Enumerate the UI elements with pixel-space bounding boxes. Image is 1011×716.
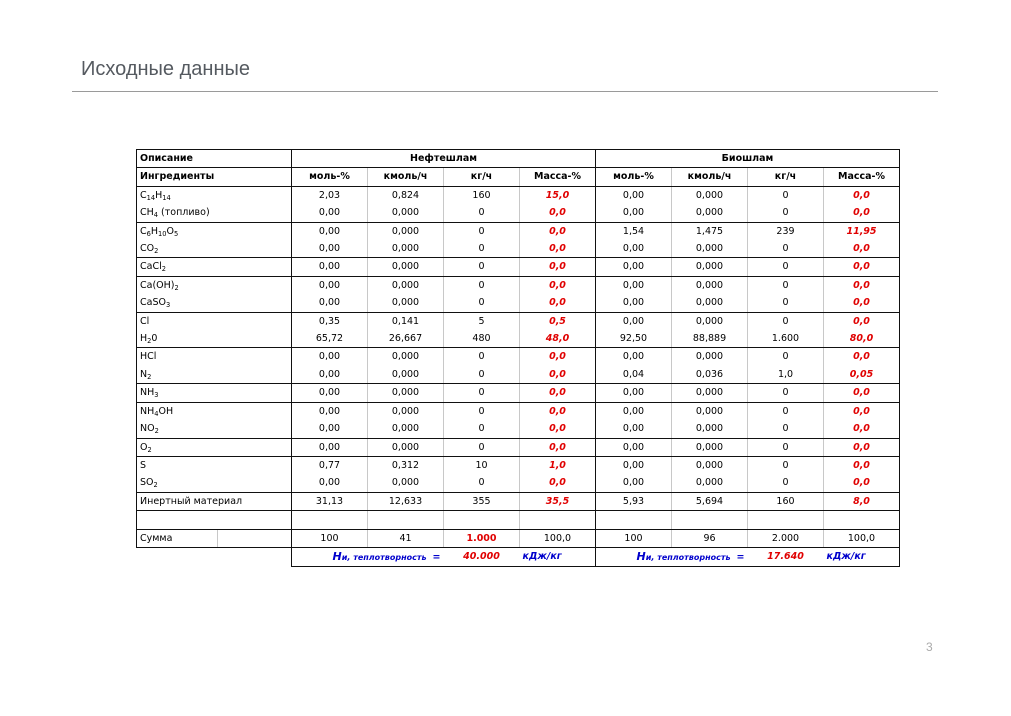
ingredient-name: $SO_2$ <box>137 474 292 492</box>
value-cell: 0 <box>444 222 520 240</box>
value-cell: 0 <box>444 438 520 456</box>
value-cell: 0,00 <box>596 312 672 330</box>
table-row <box>137 222 900 240</box>
value-cell: 1,475 <box>672 222 748 240</box>
spacer-cell <box>748 511 824 529</box>
col-header-mass-pct: Масса-% <box>824 168 900 186</box>
value-cell: 0,00 <box>596 384 672 402</box>
source-data-table <box>136 149 900 567</box>
value-cell: 0,0 <box>824 474 900 492</box>
value-cell: 0,0 <box>824 294 900 312</box>
ingredient-name: $Ca(OH)_2$ <box>137 276 292 294</box>
ingredients-header: Ингредиенты <box>137 168 292 186</box>
value-cell: 0 <box>748 240 824 258</box>
value-cell: 0,00 <box>292 204 368 222</box>
value-cell: 0 <box>444 384 520 402</box>
value-cell: 0,0 <box>824 438 900 456</box>
table-row <box>137 456 900 474</box>
value-cell: 0,000 <box>368 474 444 492</box>
value-cell: 0,0 <box>520 222 596 240</box>
col-header-mass-pct: Масса-% <box>520 168 596 186</box>
page-title: Исходные данные <box>81 58 250 80</box>
value-cell: 0,000 <box>368 294 444 312</box>
value-cell: 0,00 <box>292 294 368 312</box>
value-cell: 0,000 <box>672 294 748 312</box>
table-row <box>137 474 900 492</box>
value-cell: 0,77 <box>292 456 368 474</box>
source-data-table-wrap <box>136 149 900 567</box>
value-cell: 355 <box>444 492 520 510</box>
value-cell: 0 <box>748 402 824 420</box>
value-cell: 0 <box>748 258 824 276</box>
heat-value: 17.640 <box>748 547 824 566</box>
table-row <box>137 312 900 330</box>
value-cell: 0,00 <box>596 186 672 204</box>
value-cell: 239 <box>748 222 824 240</box>
value-cell: 0,0 <box>824 312 900 330</box>
value-cell: 0 <box>748 384 824 402</box>
value-cell: 0,00 <box>596 240 672 258</box>
value-cell: 1.600 <box>748 330 824 348</box>
col-header-mol-pct: моль-% <box>292 168 368 186</box>
value-cell: 0,000 <box>672 402 748 420</box>
group2-header: Биошлам <box>596 150 900 168</box>
value-cell: 0,000 <box>672 204 748 222</box>
value-cell: 0,000 <box>368 348 444 366</box>
sum-cell: 2.000 <box>748 529 824 547</box>
value-cell: 0,0 <box>520 240 596 258</box>
value-cell: 0,04 <box>596 366 672 384</box>
sum-cell: 100 <box>596 529 672 547</box>
ingredient-name: $NO_2$ <box>137 420 292 438</box>
value-cell: 0,0 <box>824 348 900 366</box>
ingredient-name: $O_2$ <box>137 438 292 456</box>
value-cell: 0,0 <box>520 474 596 492</box>
value-cell: 0 <box>444 402 520 420</box>
value-cell: 0 <box>748 474 824 492</box>
value-cell: 0,000 <box>368 276 444 294</box>
table-row <box>137 240 900 258</box>
value-cell: 0,000 <box>368 402 444 420</box>
value-cell: 0 <box>748 186 824 204</box>
value-cell: 1,0 <box>748 366 824 384</box>
value-cell: 0,00 <box>292 474 368 492</box>
ingredient-name: $C_{14}H_{14}$ <box>137 186 292 204</box>
value-cell: 0,000 <box>672 258 748 276</box>
value-cell: 0 <box>444 276 520 294</box>
group1-header: Нефтешлам <box>292 150 596 168</box>
value-cell: 48,0 <box>520 330 596 348</box>
value-cell: 0,0 <box>520 402 596 420</box>
table-row <box>137 276 900 294</box>
heat-equals: = <box>736 551 745 563</box>
table-row <box>137 420 900 438</box>
value-cell: 0 <box>748 438 824 456</box>
value-cell: 88,889 <box>672 330 748 348</box>
heat-unit: кДж/кг <box>824 547 900 566</box>
sum-row <box>137 529 900 547</box>
heat-value-row <box>137 547 900 566</box>
value-cell: 0,0 <box>520 384 596 402</box>
ingredient-name: CaCl$_2$ <box>137 258 292 276</box>
col-header-kg-h: кг/ч <box>748 168 824 186</box>
value-cell: 0,00 <box>292 276 368 294</box>
value-cell: 0,00 <box>292 384 368 402</box>
table-row <box>137 438 900 456</box>
value-cell: 0,0 <box>520 258 596 276</box>
value-cell: 0,00 <box>596 438 672 456</box>
value-cell: 10 <box>444 456 520 474</box>
value-cell: 0,00 <box>292 420 368 438</box>
value-cell: 0 <box>444 294 520 312</box>
value-cell: 160 <box>444 186 520 204</box>
ingredient-name: Cl <box>137 312 292 330</box>
value-cell: 0,0 <box>824 384 900 402</box>
value-cell: 0,0 <box>824 276 900 294</box>
value-cell: 0,0 <box>824 402 900 420</box>
value-cell: 0,0 <box>824 186 900 204</box>
table-row <box>137 348 900 366</box>
spacer-cell <box>368 511 444 529</box>
value-cell: 12,633 <box>368 492 444 510</box>
value-cell: 31,13 <box>292 492 368 510</box>
table-row <box>137 366 900 384</box>
heat-label <box>596 547 748 566</box>
value-cell: 0,000 <box>672 312 748 330</box>
value-cell: 0,000 <box>672 186 748 204</box>
value-cell: 0,0 <box>520 276 596 294</box>
value-cell: 0 <box>444 240 520 258</box>
value-cell: 0,000 <box>672 474 748 492</box>
value-cell: 0,00 <box>596 348 672 366</box>
value-cell: 0 <box>444 420 520 438</box>
heat-equals: = <box>432 551 441 563</box>
value-cell: 0,000 <box>368 222 444 240</box>
header-row-columns <box>137 168 900 186</box>
value-cell: 0,05 <box>824 366 900 384</box>
ingredient-name: $C_6H_{10}O_5$ <box>137 222 292 240</box>
value-cell: 0,0 <box>520 348 596 366</box>
ingredient-name: $H_20$ <box>137 330 292 348</box>
value-cell: 0,0 <box>824 240 900 258</box>
heat-caption: и, теплотворность <box>341 552 427 562</box>
heat-symbol: H <box>636 549 646 563</box>
value-cell: 0 <box>748 294 824 312</box>
value-cell: 0 <box>748 348 824 366</box>
value-cell: 0,0 <box>824 420 900 438</box>
value-cell: 0,00 <box>596 258 672 276</box>
value-cell: 0 <box>444 474 520 492</box>
ingredient-name: CaSO$_3$ <box>137 294 292 312</box>
value-cell: 0,35 <box>292 312 368 330</box>
table-row <box>137 258 900 276</box>
ingredient-name: $N_2$ <box>137 366 292 384</box>
desc-header: Описание <box>137 150 292 168</box>
value-cell: 0,036 <box>672 366 748 384</box>
sum-label: Сумма <box>137 529 218 547</box>
value-cell: 0,00 <box>292 366 368 384</box>
value-cell: 0,000 <box>672 348 748 366</box>
value-cell: 0,00 <box>596 402 672 420</box>
value-cell: 0,000 <box>368 420 444 438</box>
table-row <box>137 330 900 348</box>
value-cell: 0,0 <box>520 366 596 384</box>
spacer-cell <box>520 511 596 529</box>
value-cell: 0,141 <box>368 312 444 330</box>
value-cell: 0,000 <box>672 456 748 474</box>
value-cell: 0,000 <box>672 420 748 438</box>
value-cell: 0,000 <box>672 384 748 402</box>
value-cell: 0 <box>748 276 824 294</box>
value-cell: 0,00 <box>292 438 368 456</box>
value-cell: 0,00 <box>596 276 672 294</box>
value-cell: 0 <box>748 204 824 222</box>
table-row <box>137 186 900 204</box>
value-cell: 0,00 <box>292 258 368 276</box>
header-row-groups <box>137 150 900 168</box>
value-cell: 0,00 <box>596 294 672 312</box>
sum-cell: 96 <box>672 529 748 547</box>
heat-label <box>292 547 444 566</box>
value-cell: 0,00 <box>292 402 368 420</box>
value-cell: 0,00 <box>292 222 368 240</box>
ingredient-name: HCl <box>137 348 292 366</box>
ingredient-name: Инертный материал <box>137 492 292 510</box>
value-cell: 2,03 <box>292 186 368 204</box>
value-cell: 0 <box>748 456 824 474</box>
value-cell: 0,0 <box>520 204 596 222</box>
sum-cell: 100,0 <box>824 529 900 547</box>
value-cell: 8,0 <box>824 492 900 510</box>
value-cell: 0,00 <box>596 420 672 438</box>
value-cell: 0,0 <box>520 294 596 312</box>
table-row <box>137 204 900 222</box>
value-cell: 5,93 <box>596 492 672 510</box>
table-row <box>137 492 900 510</box>
sum-cell: 100 <box>292 529 368 547</box>
value-cell: 35,5 <box>520 492 596 510</box>
ingredient-name: $NH_3$ <box>137 384 292 402</box>
spacer-cell <box>824 511 900 529</box>
heat-symbol: H <box>332 549 342 563</box>
spacer-cell <box>444 511 520 529</box>
value-cell: 0 <box>444 258 520 276</box>
page-number: 3 <box>926 640 933 654</box>
value-cell: 1,0 <box>520 456 596 474</box>
value-cell: 0,312 <box>368 456 444 474</box>
value-cell: 26,667 <box>368 330 444 348</box>
ingredient-name: S <box>137 456 292 474</box>
value-cell: 92,50 <box>596 330 672 348</box>
heat-unit: кДж/кг <box>520 547 596 566</box>
sum-cell: 41 <box>368 529 444 547</box>
value-cell: 0 <box>444 366 520 384</box>
heat-caption: и, теплотворность <box>645 552 731 562</box>
sum-cell: 100,0 <box>520 529 596 547</box>
value-cell: 5 <box>444 312 520 330</box>
value-cell: 0,000 <box>368 258 444 276</box>
ingredient-name: $CH_4$ (топливо) <box>137 204 292 222</box>
col-header-kmol-h: кмоль/ч <box>368 168 444 186</box>
value-cell: 1,54 <box>596 222 672 240</box>
spacer-row <box>137 511 900 529</box>
value-cell: 0,824 <box>368 186 444 204</box>
col-header-mol-pct: моль-% <box>596 168 672 186</box>
value-cell: 0,0 <box>520 438 596 456</box>
value-cell: 0,000 <box>368 366 444 384</box>
value-cell: 0,000 <box>672 438 748 456</box>
ingredient-name: $CO_2$ <box>137 240 292 258</box>
value-cell: 0,00 <box>596 474 672 492</box>
value-cell: 0,0 <box>824 456 900 474</box>
value-cell: 0,0 <box>520 420 596 438</box>
ingredient-name: $NH_4OH$ <box>137 402 292 420</box>
value-cell: 11,95 <box>824 222 900 240</box>
sum-cell: 1.000 <box>444 529 520 547</box>
value-cell: 0,000 <box>368 204 444 222</box>
sum-label-spacer <box>218 529 292 547</box>
value-cell: 0,00 <box>292 240 368 258</box>
value-cell: 65,72 <box>292 330 368 348</box>
value-cell: 0,000 <box>368 384 444 402</box>
value-cell: 0,00 <box>596 456 672 474</box>
value-cell: 0,0 <box>824 204 900 222</box>
spacer-cell <box>672 511 748 529</box>
spacer-cell <box>596 511 672 529</box>
value-cell: 0 <box>748 312 824 330</box>
title-divider <box>72 91 938 92</box>
value-cell: 0,00 <box>292 348 368 366</box>
col-header-kmol-h: кмоль/ч <box>672 168 748 186</box>
value-cell: 0,000 <box>368 240 444 258</box>
value-cell: 0,000 <box>672 240 748 258</box>
table-row <box>137 294 900 312</box>
value-cell: 0,000 <box>672 276 748 294</box>
value-cell: 0,5 <box>520 312 596 330</box>
spacer-cell <box>137 511 292 529</box>
heat-empty <box>137 547 292 566</box>
value-cell: 160 <box>748 492 824 510</box>
value-cell: 0,000 <box>368 438 444 456</box>
value-cell: 0,00 <box>596 204 672 222</box>
value-cell: 0 <box>444 348 520 366</box>
value-cell: 480 <box>444 330 520 348</box>
value-cell: 15,0 <box>520 186 596 204</box>
spacer-cell <box>292 511 368 529</box>
heat-value: 40.000 <box>444 547 520 566</box>
value-cell: 80,0 <box>824 330 900 348</box>
value-cell: 0 <box>444 204 520 222</box>
table-row <box>137 402 900 420</box>
value-cell: 5,694 <box>672 492 748 510</box>
col-header-kg-h: кг/ч <box>444 168 520 186</box>
table-row <box>137 384 900 402</box>
value-cell: 0 <box>748 420 824 438</box>
value-cell: 0,0 <box>824 258 900 276</box>
